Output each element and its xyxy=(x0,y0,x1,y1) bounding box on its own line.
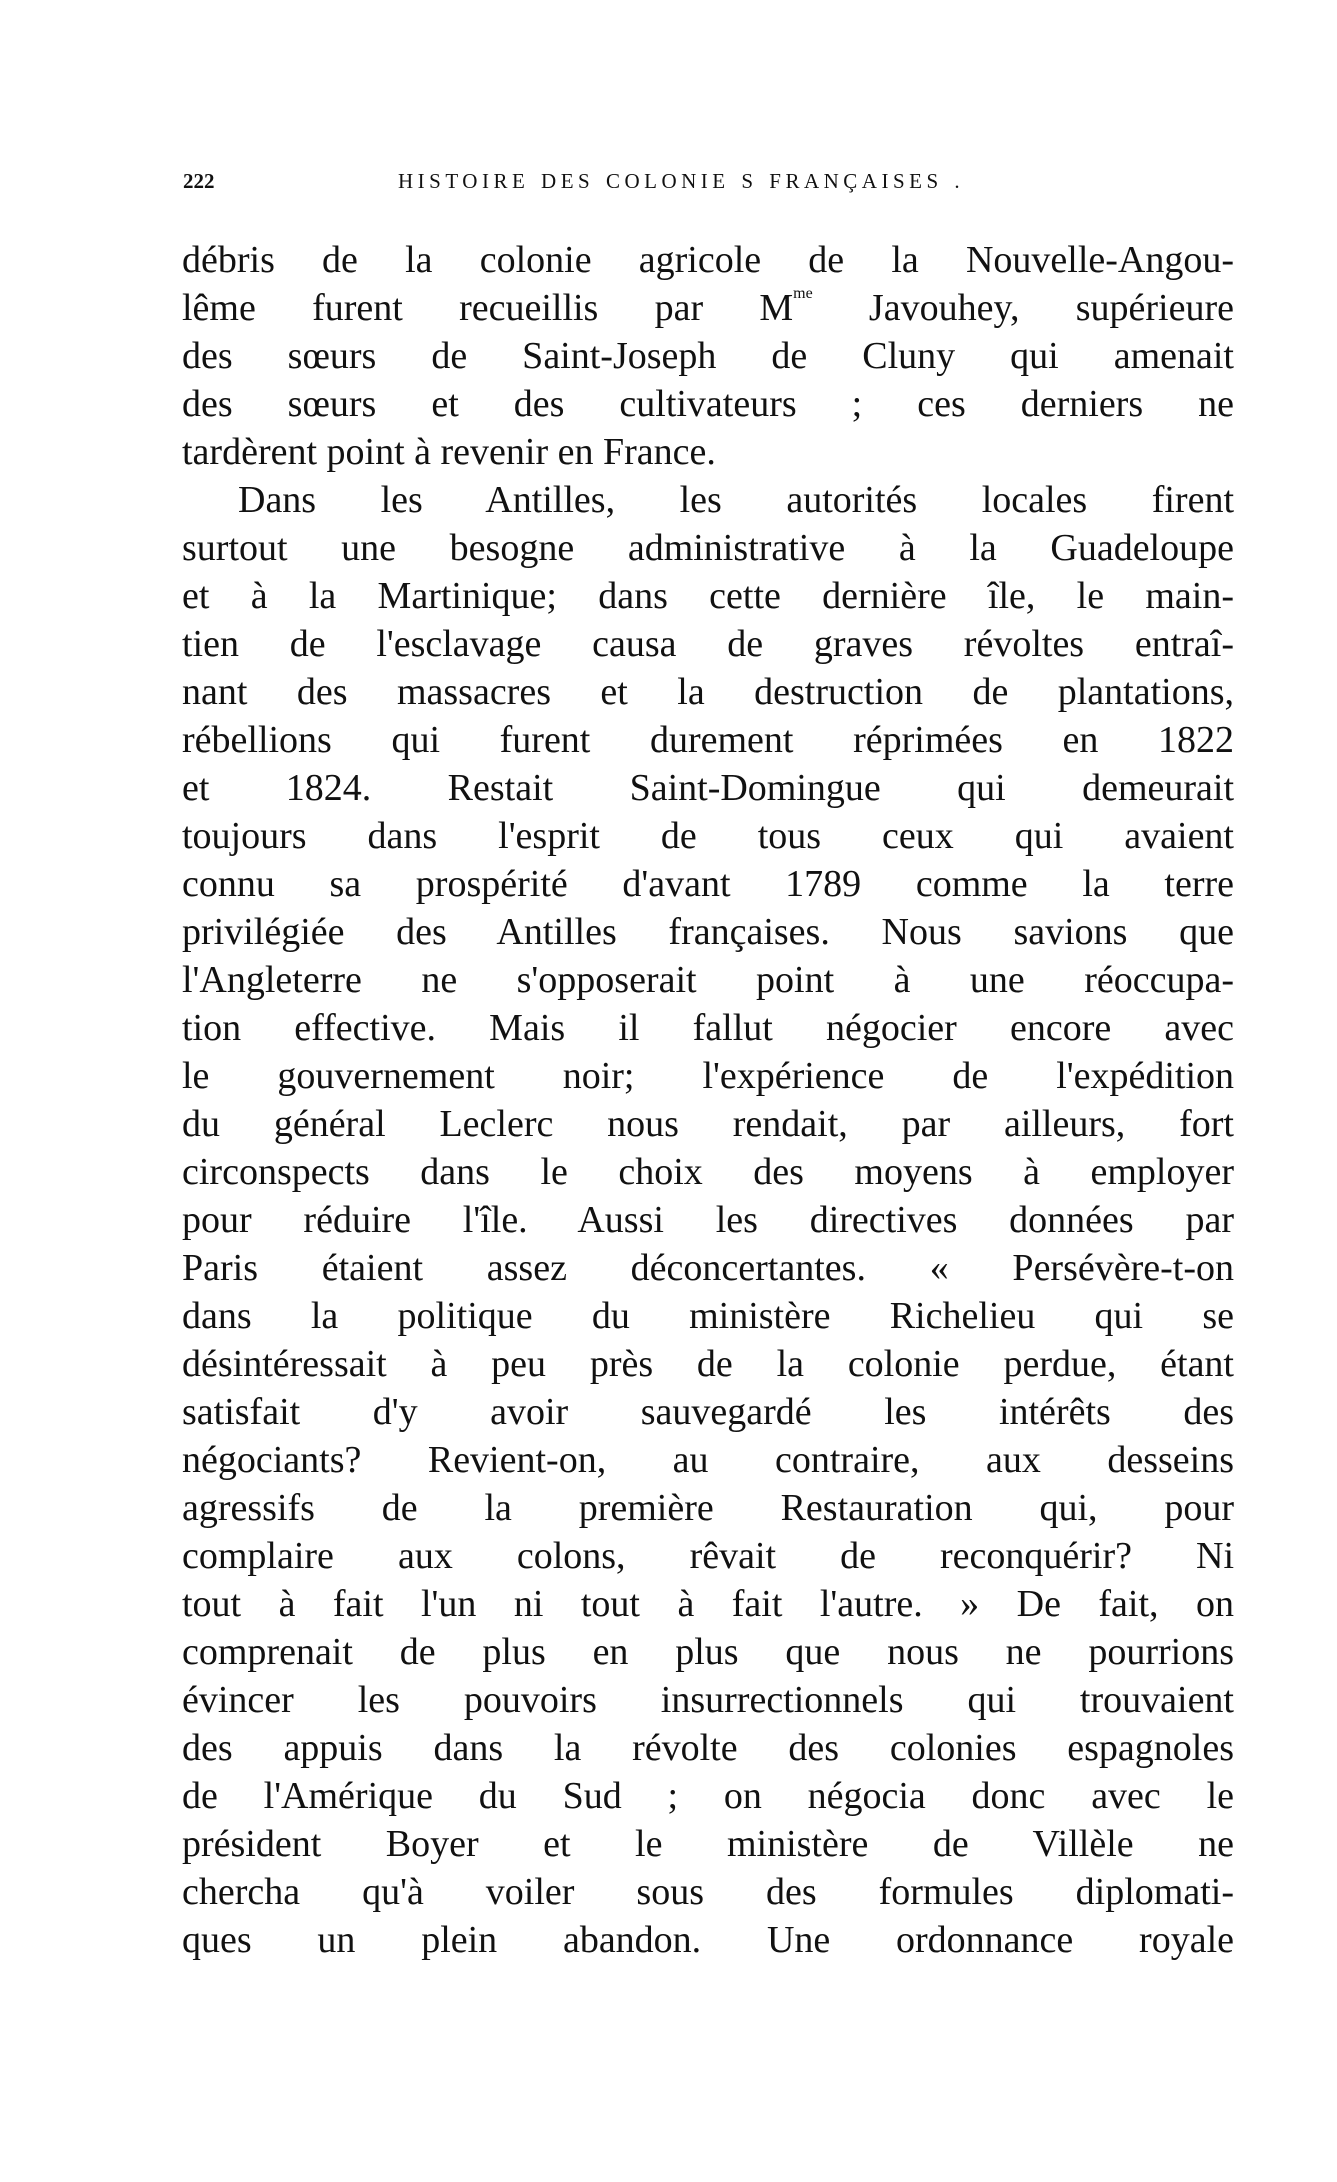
text-fragment: lême furent recueillis par M xyxy=(182,287,794,329)
text-line: Dans les Antilles, les autorités locales firent xyxy=(238,479,1234,521)
text-line: débris de la colonie agricole de la Nouvelle-Angou- xyxy=(182,239,1234,281)
text-line: tion effective. Mais il fallut négocier encore avec xyxy=(182,1007,1234,1049)
page-number: 222 xyxy=(183,169,215,193)
text-line: chercha qu'à voiler sous des formules diplomati- xyxy=(182,1871,1234,1913)
text-line: président Boyer et le ministère de Villèle ne xyxy=(182,1823,1234,1865)
text-line: de l'Amérique du Sud ; on négocia donc avec le xyxy=(182,1775,1234,1817)
text-line: pour réduire l'île. Aussi les directives données par xyxy=(182,1199,1234,1241)
text-line: désintéressait à peu près de la colonie perdue, étant xyxy=(182,1343,1234,1385)
text-line: négociants? Revient-on, au contraire, aux desseins xyxy=(182,1439,1234,1481)
text-line xyxy=(182,284,1234,332)
text-line: dans la politique du ministère Richelieu qui se xyxy=(182,1295,1234,1337)
text-line: agressifs de la première Restauration qui, pour xyxy=(182,1487,1234,1529)
text-line: tardèrent point à revenir en France. xyxy=(182,431,716,473)
text-line: connu sa prospérité d'avant 1789 comme la terre xyxy=(182,863,1234,905)
text-line: rébellions qui furent durement réprimées en 1822 xyxy=(182,719,1234,761)
text-line: privilégiée des Antilles françaises. Nous savions que xyxy=(182,911,1234,953)
text-line: évincer les pouvoirs insurrectionnels qui trouvaient xyxy=(182,1679,1234,1721)
text-line: complaire aux colons, rêvait de reconquérir? Ni xyxy=(182,1535,1234,1577)
text-line: des appuis dans la révolte des colonies espagnoles xyxy=(182,1727,1234,1769)
text-line: Paris étaient assez déconcertantes. « Persévère-t-on xyxy=(182,1247,1234,1289)
text-fragment: Javouhey, supérieure xyxy=(812,287,1234,329)
text-line: tien de l'esclavage causa de graves révoltes entraî- xyxy=(182,623,1234,665)
text-line: satisfait d'y avoir sauvegardé les intérêts des xyxy=(182,1391,1234,1433)
superscript-abbreviation: me xyxy=(793,285,813,302)
text-line: et à la Martinique; dans cette dernière île, le main- xyxy=(182,575,1234,617)
body-text xyxy=(182,236,1234,1964)
text-line: des sœurs et des cultivateurs ; ces derniers ne xyxy=(182,383,1234,425)
text-line: toujours dans l'esprit de tous ceux qui avaient xyxy=(182,815,1234,857)
text-line: et 1824. Restait Saint-Domingue qui demeurait xyxy=(182,767,1234,809)
text-line: le gouvernement noir; l'expérience de l'expédition xyxy=(182,1055,1234,1097)
running-title: HISTOIRE DES COLONIE S FRANÇAISES . xyxy=(398,169,965,193)
text-line: du général Leclerc nous rendait, par ailleurs, fort xyxy=(182,1103,1234,1145)
text-line: tout à fait l'un ni tout à fait l'autre. » De fait, on xyxy=(182,1583,1234,1625)
running-header xyxy=(183,166,1223,196)
text-line: des sœurs de Saint-Joseph de Cluny qui amenait xyxy=(182,335,1234,377)
text-line: l'Angleterre ne s'opposerait point à une réoccupa- xyxy=(182,959,1234,1001)
text-line: circonspects dans le choix des moyens à employer xyxy=(182,1151,1234,1193)
text-line: comprenait de plus en plus que nous ne pourrions xyxy=(182,1631,1234,1673)
text-line: surtout une besogne administrative à la Guadeloupe xyxy=(182,527,1234,569)
text-line: ques un plein abandon. Une ordonnance royale xyxy=(182,1919,1234,1961)
text-line: nant des massacres et la destruction de plantations, xyxy=(182,671,1234,713)
